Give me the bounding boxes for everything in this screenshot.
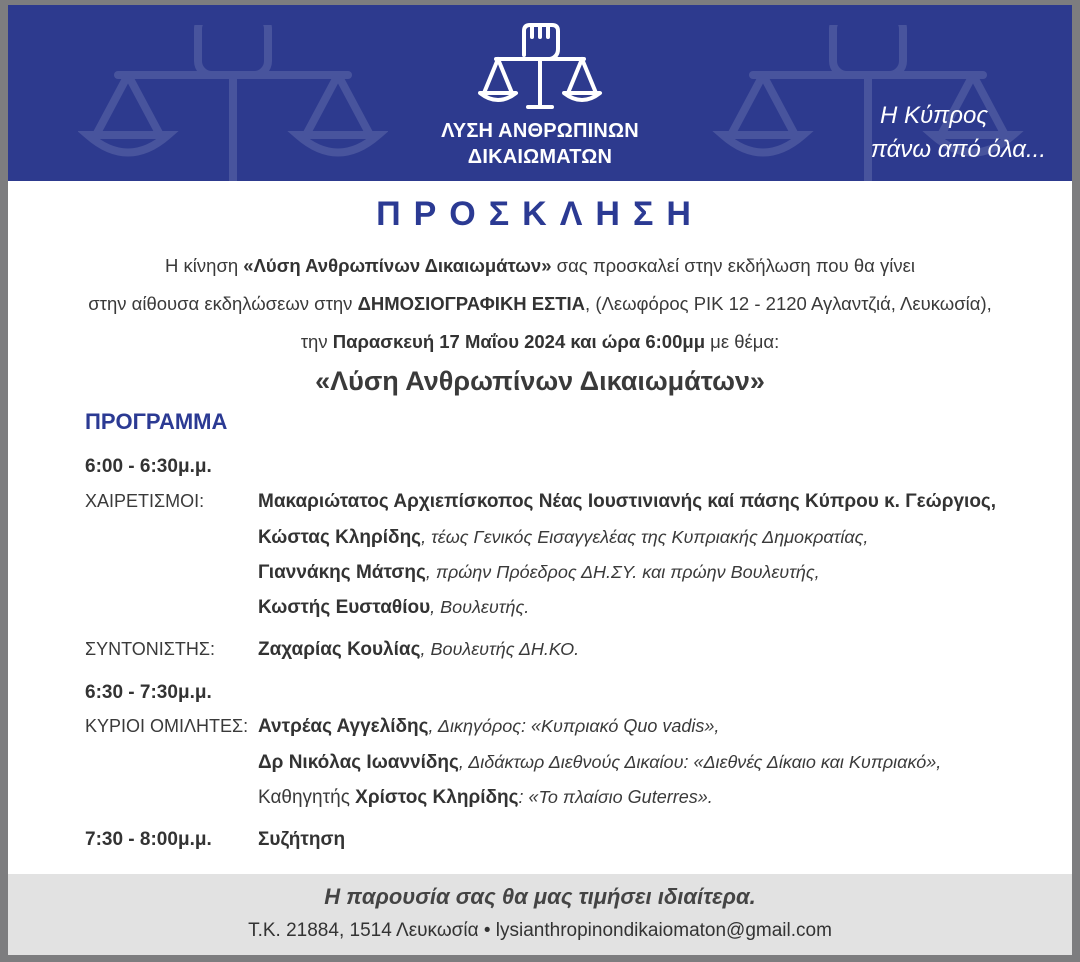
invitation-title: ΠΡΟΣΚΛΗΣΗ (376, 195, 704, 233)
scales-watermark-icon (78, 25, 388, 181)
time-slot-1: 6:00 - 6:30μ.μ. (85, 456, 212, 477)
main-speaker-1: Αντρέας Αγγελίδης, Δικηγόρος: «Κυπριακό Quo vadis», (258, 716, 720, 737)
header-banner (8, 5, 1072, 181)
logo-title-line2: ΔΙΚΑΙΩΜΑΤΩΝ (467, 146, 613, 168)
footer-bar (8, 874, 1072, 955)
logo-title-line1: ΛΥΣΗ ΑΝΘΡΩΠΙΝΩΝ (441, 120, 639, 142)
role-main-speakers: ΚΥΡΙΟΙ ΟΜΙΛΗΤΕΣ: (85, 716, 249, 736)
slogan-line1: Η Κύπρος (879, 102, 988, 129)
invitation-card (8, 5, 1072, 955)
main-speaker-3: Καθηγητής Χρίστος Κληρίδης: «Το πλαίσιο Guterres». (258, 787, 713, 808)
slogan-line2: πάνω από όλα... (870, 136, 1046, 163)
programme-heading: ΠΡΟΓΡΑΜΜΑ (85, 409, 228, 434)
main-speaker-2: Δρ Νικόλας Ιωαννίδης, Διδάκτωρ Διεθνούς Δικαίου: «Διεθνές Δίκαιο και Κυπριακό», (258, 752, 942, 773)
footer-note: Η παρουσία σας θα μας τιμήσει ιδιαίτερα. (324, 884, 756, 909)
role-greetings: ΧΑΙΡΕΤΙΣΜΟΙ: (85, 491, 205, 511)
intro-line-1: Η κίνηση «Λύση Ανθρωπίνων Δικαιωμάτων» σας προσκαλεί στην εκδήλωση που θα γίνει (165, 255, 915, 276)
discussion-item: Συζήτηση (258, 829, 346, 850)
greeting-speaker-1: Μακαριώτατος Αρχιεπίσκοπος Νέας Ιουστινιανής καί πάσης Κύπρου κ. Γεώργιος, (258, 491, 997, 512)
event-theme: «Λύση Ανθρωπίνων Δικαιωμάτων» (315, 366, 765, 396)
intro-line-2: στην αίθουσα εκδηλώσεων στην ΔΗΜΟΣΙΟΓΡΑΦΙΚΗ ΕΣΤΙΑ, (Λεωφόρος ΡΙΚ 12 - 2120 Αγλαντζιά, Λευκωσία), (88, 293, 992, 314)
justice-fist-logo-icon (476, 15, 604, 125)
intro-line-3: την Παρασκευή 17 Μαΐου 2024 και ώρα 6:00μμ με θέμα: (300, 331, 780, 352)
time-slot-2: 6:30 - 7:30μ.μ. (85, 682, 212, 703)
footer-contact: Τ.Κ. 21884, 1514 Λευκωσία • lysianthropinondikaiomaton@gmail.com (248, 920, 832, 941)
coordinator-name: Ζαχαρίας Κουλίας, Βουλευτής ΔΗ.ΚΟ. (258, 639, 580, 660)
greeting-speaker-2: Κώστας Κληρίδης, τέως Γενικός Εισαγγελέας της Κυπριακής Δημοκρατίας, (258, 527, 869, 548)
greeting-speaker-3: Γιαννάκης Μάτσης, πρώην Πρόεδρος ΔΗ.ΣΥ. και πρώην Βουλευτής, (258, 562, 820, 583)
time-slot-3: 7:30 - 8:00μ.μ. (85, 829, 212, 850)
role-coordinator: ΣΥΝΤΟΝΙΣΤΗΣ: (85, 639, 216, 659)
greeting-speaker-4: Κωστής Ευσταθίου, Βουλευτής. (258, 597, 530, 618)
